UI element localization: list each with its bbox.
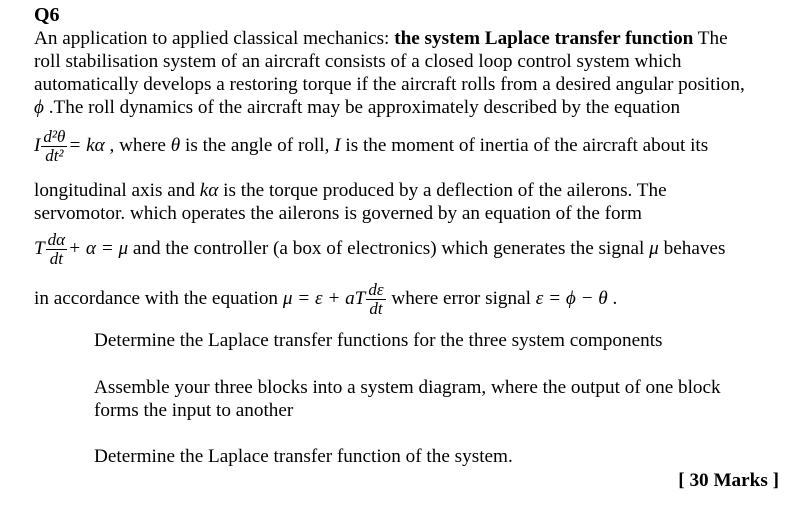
question-number: Q6 (34, 4, 60, 26)
line-4 (34, 96, 804, 119)
line-9-b: where error signal (386, 288, 536, 309)
eq2-lhs: T (34, 238, 45, 259)
eq2-fraction (46, 231, 67, 268)
equation-2-line (34, 231, 804, 268)
eq1-text-a: , where (104, 135, 171, 156)
line-6-b: is the torque produced by a deflection of the ailerons. The (218, 180, 667, 201)
intro-rest: The (693, 28, 728, 49)
eq3-lhs: μ = ε + aT (282, 288, 366, 309)
task-3: Determine the Laplace transfer function of the system. (94, 446, 513, 467)
intro-line (34, 27, 804, 50)
line-6 (34, 179, 804, 202)
eq2-text: and the controller (a box of electronics) which generates the signal (128, 238, 650, 259)
eq1-numerator: d²θ (43, 127, 66, 147)
theta-symbol: θ (170, 135, 181, 156)
line-6-a: longitudinal axis and (34, 180, 200, 201)
line-4-text: .The roll dynamics of the aircraft may be approximately described by the equation (43, 97, 681, 118)
eq1-fraction (41, 128, 67, 165)
eq3-denominator: dt (369, 299, 383, 319)
task-1: Determine the Laplace transfer functions for the three system components (94, 330, 663, 351)
line-9-end: . (607, 288, 618, 309)
eq3-fraction (366, 281, 385, 318)
line-7: servomotor. which operates the ailerons is governed by an equation of the form (34, 203, 642, 224)
eq1-text-b: is the angle of roll, (180, 135, 335, 156)
marks-label: [ 30 Marks ] (678, 470, 779, 491)
task-2-line-2: forms the input to another (94, 400, 294, 421)
equation-1-line (34, 128, 804, 165)
eq2-denominator: dt (49, 249, 63, 269)
task-2-line-1: Assemble your three blocks into a system diagram, where the output of one block (94, 377, 721, 398)
eq1-text-c: is the moment of inertia of the aircraft about its (340, 135, 709, 156)
line-9-a: in accordance with the equation (34, 288, 283, 309)
eq1-lhs: I (34, 135, 41, 156)
eq2-text-b: behaves (658, 238, 726, 259)
phi-symbol: ϕ (34, 97, 44, 118)
intro-text: An application to applied classical mechanics: (34, 28, 395, 49)
inertia-symbol: I (334, 135, 341, 156)
line-3: automatically develops a restoring torque if the aircraft rolls from a desired angular position, (34, 74, 745, 95)
eq2-rhs: + α = μ (68, 238, 129, 259)
mu-symbol: μ (649, 238, 659, 259)
eq1-rhs: = kα (68, 135, 105, 156)
error-signal-equation: ε = ϕ − θ (535, 288, 608, 309)
eq3-numerator: dε (368, 280, 384, 300)
line-2: roll stabilisation system of an aircraft consists of a closed loop control system which (34, 51, 682, 72)
eq2-numerator: dα (47, 230, 66, 250)
eq1-denominator: dt² (45, 146, 64, 166)
intro-bold-text: the system Laplace transfer function (394, 28, 694, 49)
torque-symbol: kα (199, 180, 219, 201)
equation-3-line (34, 281, 804, 318)
